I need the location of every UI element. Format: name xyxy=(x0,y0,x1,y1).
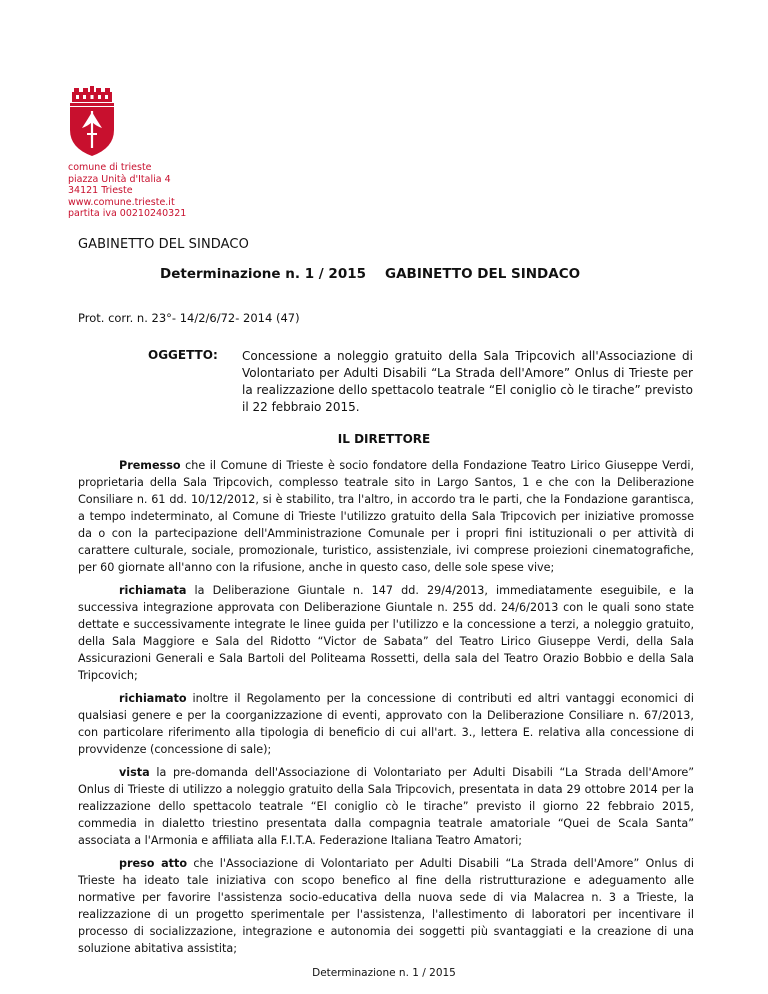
paragraph-richiamato xyxy=(78,690,694,758)
municipality-address xyxy=(68,162,186,220)
paragraph-richiamata xyxy=(78,582,694,684)
determination-office: GABINETTO DEL SINDACO xyxy=(385,266,581,282)
address-line: partita iva 00210240321 xyxy=(68,208,187,219)
subject-text: Concessione a noleggio gratuito della Sala Tripcovich all'Associazione di Volontariato per Adulti Disabili “La Strada dell'Amore” Onlus di Trieste per la realizzazione dello spettacolo teatrale “El coniglio cò le tirache” previsto il 22 febbraio 2015. xyxy=(242,349,693,414)
office-name: GABINETTO DEL SINDACO xyxy=(78,237,249,252)
paragraph-text: che il Comune di Trieste è socio fondatore della Fondazione Teatro Lirico Giuseppe Verdi, proprietaria della Sala Tripcovich, complesso teatrale sito in Largo Santos, 1 e che con la Deliberazione Consiliare n. 61 dd. 10/12/2012, si è stabilito, tra l'altro, in accordo tra le parti, che la Fondazione garantisca, a tempo indeterminato, al Comune di Trieste l'utilizzo gratuito della Sala Tripcovich per iniziative promosse da o con la partecipazione dell'Amministrazione Comunale per i propri fini istituzionali o per attività di carattere culturale, sociale, promozionale, turistico, assistenziale, ivi comprese proiezioni cinematografiche, per 60 giornate all'anno con la rifusione, anche in questo caso, delle sole spese vive; xyxy=(78,459,694,574)
paragraph-text: inoltre il Regolamento per la concessione di contributi ed altri vantaggi economici di qualsiasi genere e per la coorganizzazione di eventi, approvato con la Deliberazione Consiliare n. 67/2013, con particolare riferimento alla tipologia di beneficio di cui all'art. 3., lettera E. relativa alla concessione di provvidenze (concessione di sale); xyxy=(78,692,694,756)
protocol-number: Prot. corr. n. 23°- 14/2/6/72- 2014 (47) xyxy=(78,311,300,325)
coat-of-arms-logo xyxy=(68,86,116,156)
paragraph-text: che l'Associazione di Volontariato per Adulti Disabili “La Strada dell'Amore” Onlus di Trieste ha ideato tale iniziativa con scopo benefico al fine della ristrutturazione e adeguamento alle normative per favorire l'assistenza socio-educativa della nuova sede di via Malacrea n. 3 a Trieste, la realizzazione di un progetto sperimentale per l'assistenza, l'allestimento di laboratori per incentivare il processo di socializzazione, integrazione e autonomia dei soggetti più svantaggiati e la creazione di una soluzione abitativa assistita; xyxy=(78,857,694,955)
paragraph-preso-atto xyxy=(78,855,694,957)
paragraph-vista xyxy=(78,764,694,849)
document-body xyxy=(78,457,694,963)
address-line: 34121 Trieste xyxy=(68,185,133,196)
paragraph-text: la Deliberazione Giuntale n. 147 dd. 29/4/2013, immediatamente eseguibile, e la successiva integrazione approvata con Deliberazione Giuntale n. 255 dd. 24/6/2013 con le quali sono state dettate e successivamente integrate le linee guida per l'utilizzo e la concessione a terzi, a noleggio gratuito, della Sala Maggiore e Sala del Ridotto “Victor de Sabata” del Teatro Lirico Giuseppe Verdi, della Sala Assicurazioni Generali e Sala Bartoli del Politeama Rossetti, della sala del Teatro Orazio Bobbio e della Sala Tripcovich; xyxy=(78,584,694,682)
determination-number: Determinazione n. 1 / 2015 xyxy=(160,266,367,282)
paragraph-lead: richiamata xyxy=(119,584,187,597)
paragraph-lead: vista xyxy=(119,766,150,779)
paragraph-text: la pre-domanda dell'Associazione di Volontariato per Adulti Disabili “La Strada dell'Amore” Onlus di Trieste di utilizzo a noleggio gratuito della Sala Tripcovich, presentata in data 29 ottobre 2014 per la realizzazione dello spettacolo teatrale “El coniglio cò le tirache” previsto il giorno 22 febbraio 2015, commedia in dialetto triestino presentata dalla compagnia teatrale amatoriale “Quei de Scala Santa” associata a l'Armonia e affiliata alla F.I.T.A. Federazione Italiana Teatro Amatori; xyxy=(78,766,694,847)
section-heading: IL DIRETTORE xyxy=(337,432,431,446)
paragraph-lead: Premesso xyxy=(119,459,181,472)
paragraph-lead: richiamato xyxy=(119,692,187,705)
paragraph-lead: preso atto xyxy=(119,857,188,870)
subject-label: OGGETTO: xyxy=(148,348,218,362)
address-line-website: www.comune.trieste.it xyxy=(68,196,175,208)
address-line: piazza Unità d'Italia 4 xyxy=(68,173,171,185)
address-line: comune di trieste xyxy=(68,162,152,173)
paragraph-premesso xyxy=(78,457,694,576)
page-footer: Determinazione n. 1 / 2015 xyxy=(312,967,456,979)
